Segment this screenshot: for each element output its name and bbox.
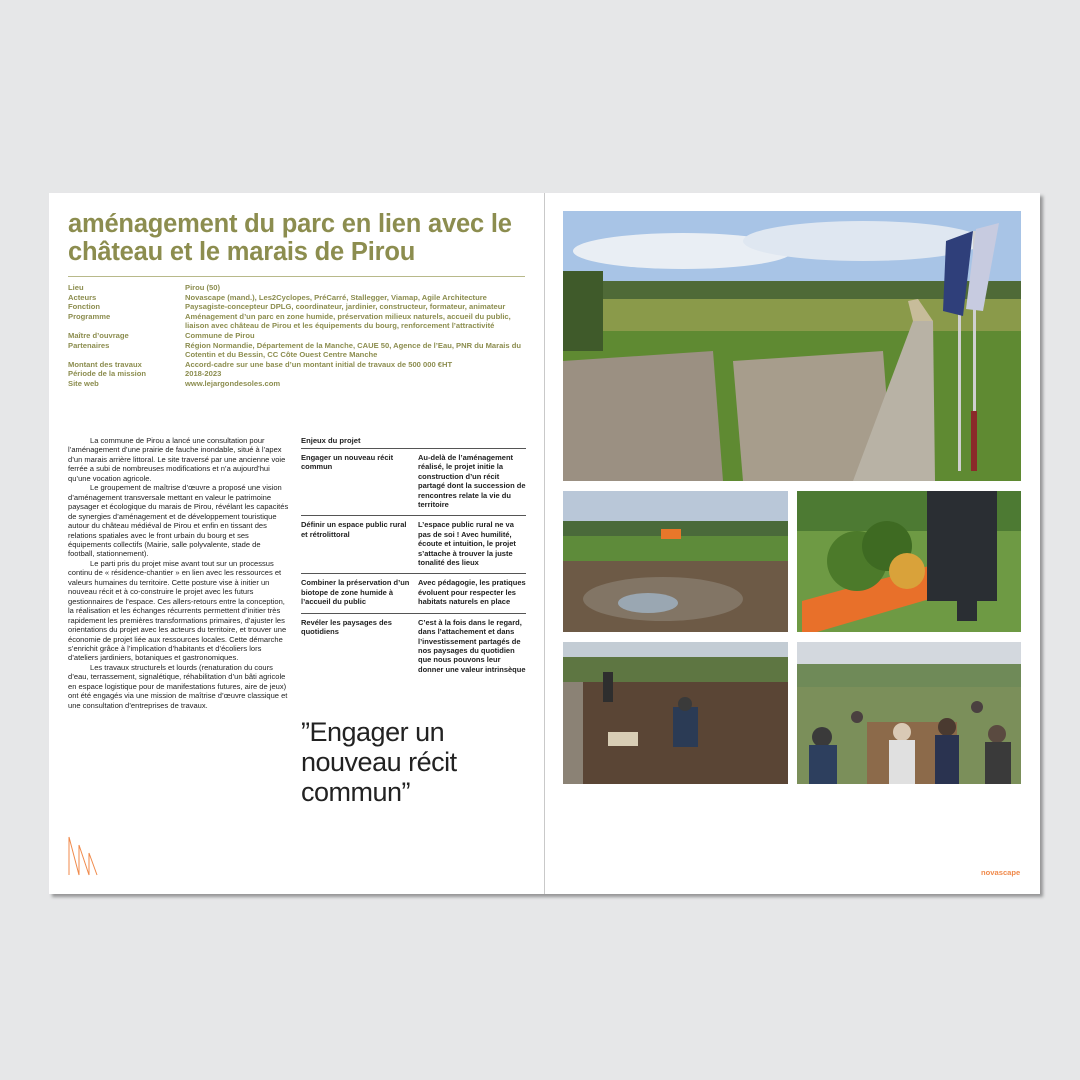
info-label: Acteurs (68, 292, 97, 302)
enjeux-description: L’espace public rural ne va pas de soi ! Avec humilité, écoute et intuition, le projet s’attache à trouver la juste tonalité des lieux (418, 520, 516, 568)
info-row-montant (68, 360, 528, 370)
enjeux-label: Revéler les paysages des quotidiens (301, 617, 392, 637)
info-label: Programme (68, 311, 111, 321)
enjeux-description: C’est à la fois dans le regard, dans l’attachement et dans l’investissement partagés de nos paysages du quotidien que nous pouvons leur donner une valeur intrinsèque (418, 617, 526, 674)
info-value: Aménagement d’un parc en zone humide, préservation milieux naturels, accueil du public, liaison avec château de Pirou et les équipements du bourg, renforcement l’attractivité (185, 311, 511, 331)
info-label: Maître d’ouvrage (68, 330, 129, 340)
enjeux-row (301, 516, 526, 574)
info-value: Paysagiste-concepteur DPLG, coordinateur, jardinier, constructeur, formateur, animateur (185, 302, 506, 312)
info-row-programme (68, 312, 528, 331)
info-label: Partenaires (68, 340, 110, 350)
enjeux-row (301, 614, 526, 680)
info-row-fonction (68, 302, 528, 312)
info-row-maitre-ouvrage (68, 331, 528, 341)
photo-community-meal (797, 642, 1021, 784)
photo-park-path-flags (563, 211, 1021, 481)
info-row-acteurs (68, 293, 528, 303)
photo-planting-workshop (563, 642, 788, 784)
body-paragraph: Le groupement de maîtrise d’œuvre a proposé une vision d’aménagement transversale mettant en valeur le patrimoine paysager et écologique du marais de Pirou, révélant les capacités de synergies d’aménagement et de développement touristique autour du château médiéval de Pirou et enfin en tissant des relations spatiales avec le front urbain du bourg et ses équipements collectifs (Mairie, salle polyvalente, stade de football, stationnement). (68, 483, 289, 559)
info-label: Site web (68, 378, 99, 388)
enjeux-description: Au-delà de l’aménagement réalisé, le projet initie la construction d’un récit partagé dont la succession de rencontres relate la vie du territoire (418, 453, 526, 510)
enjeux-row (301, 449, 526, 516)
info-value: Commune de Pirou (185, 330, 255, 340)
body-text (68, 436, 289, 710)
body-paragraph: La commune de Pirou a lancé une consultation pour l’aménagement d’une prairie de fauche inondable, situé à l’apex d’un marais arrière littoral. Le site traversé par une ancienne voie ferrée a subi de nombreuses modifications et n’a aujourd’hui qu’une vocation agricole. (68, 436, 286, 483)
body-paragraph: Les travaux structurels et lourds (renaturation du cours d’eau, terrassement, signalétique, réhabilitation d’un bâti agricole en espace logistique pour de manifestations futures, aire de jeux) ont été engagés via une mission de maîtrise d’œuvre classique et une consultation d’entreprises de travaux. (68, 662, 288, 710)
photo-wheelbarrow-plants (797, 491, 1021, 632)
info-label: Montant des travaux (68, 359, 142, 369)
info-value: Novascape (mand.), Les2Cyclopes, PréCarré, Stallegger, Viamap, Agile Architecture (185, 292, 487, 302)
body-paragraph: Le parti pris du projet mise avant tout sur un processus continu de « résidence-chantier » en lien avec les ressources et valeurs humaines du territoire. Cette posture vise à initier un nouveau récit et à co-construire le projet avec les futurs gestionnaires de l’espace. Ces allers-retours entre la conception, la réalisation et les échanges récurrents permettent d’initier très rapidement les premières transformations primaires, d’ajuster les orientations du projet avec les acteurs du territoire, et trouver une économie de projet liée aux ressources locales. Cette démarche s’enrichit grâce à l’implication d’habitants et d’écoliers lors d’ateliers jardiniers, botaniques et gastronomiques. (68, 558, 287, 663)
page-title: aménagement du parc en lien avec le château et le marais de Pirou (68, 210, 512, 266)
enjeux-description: Avec pédagogie, les pratiques évoluent pour respecter les habitats naturels en place (418, 578, 526, 607)
enjeux-label: Engager un nouveau récit commun (301, 453, 394, 472)
enjeux-label: Combiner la préservation d’un biotope de zone humide à l’accueil du public (301, 578, 410, 607)
page-fold (544, 193, 545, 894)
info-label: Période de la mission (68, 369, 147, 379)
pull-quote: ”Engager un nouveau récit commun” (301, 717, 457, 807)
info-label: Lieu (68, 283, 84, 292)
info-label: Fonction (68, 302, 101, 312)
info-row-periode (68, 369, 528, 379)
enjeux-table (301, 436, 526, 680)
info-value: Accord-cadre sur une base d’un montant initial de travaux de 500 000 €HT (185, 359, 453, 369)
enjeux-heading: Enjeux du projet (301, 436, 526, 449)
info-row-site-web (68, 379, 528, 389)
photo-earthworks-pond (563, 491, 788, 632)
enjeux-label: Définir un espace public rural et rétrolittoral (301, 520, 407, 539)
website-link[interactable]: www.lejargondesoles.com (185, 378, 281, 388)
brand-name: novascape (981, 868, 1021, 877)
info-row-lieu (68, 283, 528, 293)
info-value: 2018-2023 (185, 369, 222, 379)
info-value: Pirou (50) (185, 283, 221, 292)
novascape-logo-icon (67, 835, 99, 877)
magazine-spread (49, 193, 1040, 894)
title-divider (68, 276, 525, 277)
enjeux-row (301, 574, 526, 613)
project-info (68, 283, 528, 389)
info-row-partenaires (68, 341, 528, 360)
info-value: Région Normandie, Département de la Manche, CAUE 50, Agence de l’Eau, PNR du Marais du Cotentin et du Bessin, CC Côte Ouest Centre Manche (185, 340, 522, 360)
